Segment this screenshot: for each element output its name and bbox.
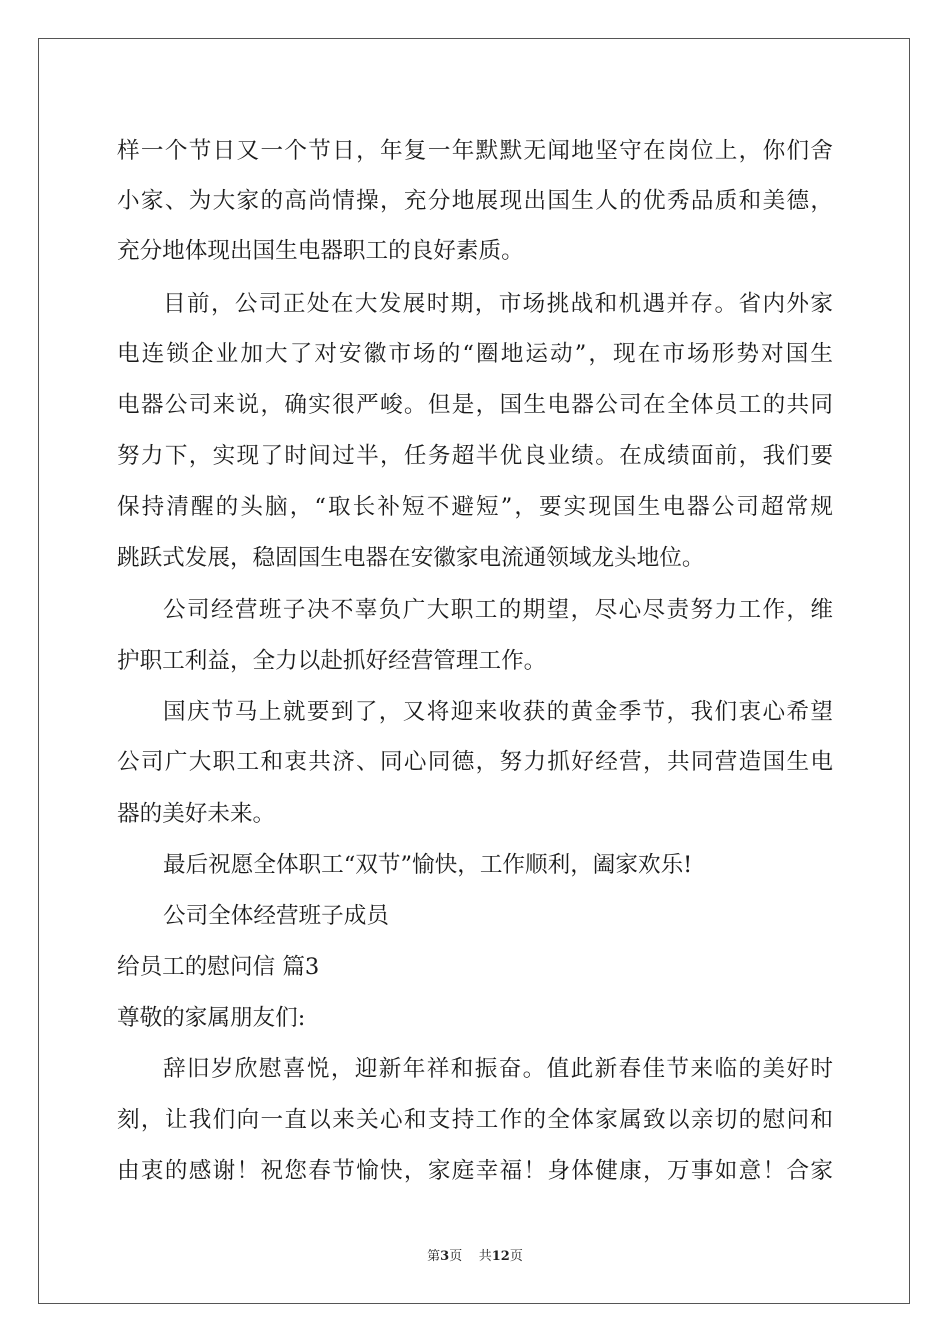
- text-line: 保持清醒的头脑，“取长补短不避短”，要实现国生电器公司超常规: [117, 494, 833, 520]
- text-line: 刻，让我们向一直以来关心和支持工作的全体家属致以亲切的慰问和: [117, 1107, 833, 1133]
- text-line: 器的美好未来。: [117, 801, 276, 827]
- text-line: 电器公司来说，确实很严峻。但是，国生电器公司在全体员工的共同: [117, 392, 833, 418]
- page-suffix: 页: [449, 1249, 463, 1264]
- total-pages: 12: [491, 1249, 510, 1264]
- signature-line: 公司全体经营班子成员: [163, 903, 389, 929]
- salutation: 尊敬的家属朋友们:: [117, 1005, 306, 1031]
- text-line: 公司广大职工和衷共济、同心同德，努力抓好经营，共同营造国生电: [117, 749, 833, 775]
- text-line: 样一个节日又一个节日，年复一年默默无闻地坚守在岗位上，你们舍: [117, 138, 833, 164]
- text-line: 辞旧岁欣慰喜悦，迎新年祥和振奋。值此新春佳节来临的美好时: [163, 1056, 833, 1082]
- text-line: 国庆节马上就要到了，又将迎来收获的黄金季节，我们衷心希望: [163, 699, 833, 725]
- page-footer: [0, 1245, 950, 1264]
- text-line: 努力下，实现了时间过半，任务超半优良业绩。在成绩面前，我们要: [117, 443, 833, 469]
- text-line: 跳跃式发展，稳固国生电器在安徽家电流通领域龙头地位。: [117, 545, 705, 571]
- section-heading: 给员工的慰问信 篇3: [117, 954, 320, 980]
- page-prefix: 第: [427, 1249, 441, 1264]
- text-line: 最后祝愿全体职工“双节”愉快，工作顺利，阖家欢乐!: [163, 852, 693, 878]
- text-line: 由衷的感谢！祝您春节愉快，家庭幸福！身体健康，万事如意！合家: [117, 1158, 833, 1184]
- total-prefix: 共: [478, 1249, 492, 1264]
- text-line: 小家、为大家的高尚情操，充分地展现出国生人的优秀品质和美德，: [117, 188, 833, 214]
- text-line: 电连锁企业加大了对安徽市场的“圈地运动”，现在市场形势对国生: [117, 341, 833, 367]
- total-suffix: 页: [509, 1249, 523, 1264]
- text-line: 公司经营班子决不辜负广大职工的期望，尽心尽责努力工作，维: [163, 597, 833, 623]
- page-number: 3: [440, 1249, 450, 1264]
- text-line: 目前，公司正处在大发展时期，市场挑战和机遇并存。省内外家: [163, 291, 833, 317]
- text-line: 护职工利益，全力以赴抓好经营管理工作。: [117, 648, 547, 674]
- text-line: 充分地体现出国生电器职工的良好素质。: [117, 238, 524, 264]
